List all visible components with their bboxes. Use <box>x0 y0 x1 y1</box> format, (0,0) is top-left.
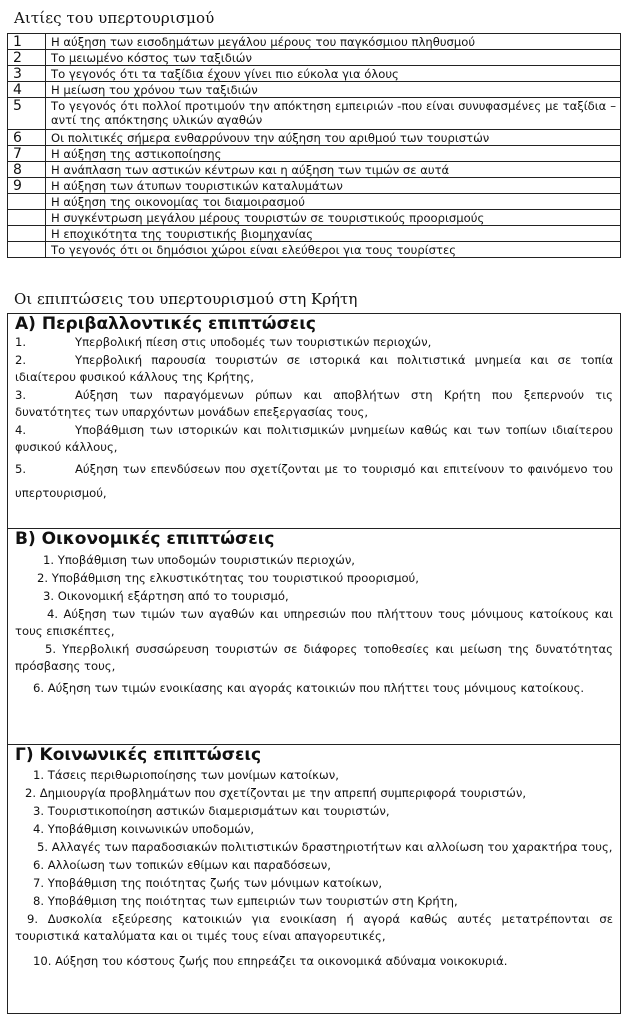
row-number: 9 <box>8 178 46 194</box>
economic-heading: Β) Οικονομικές επιπτώσεις <box>15 529 275 549</box>
row-number <box>8 226 46 242</box>
list-item: 5. Υπερβολική συσσώρευση τουριστών σε διάφορες τοποθεσίες και μείωση της δυνατότητας πρόσβασης τους, <box>15 642 613 673</box>
row-text: Η μείωση του χρόνου των ταξιδιών <box>46 82 621 98</box>
row-text: Η αύξηση των εισοδημάτων μεγάλου μέρους του παγκόσμιου πληθυσμού <box>46 34 621 50</box>
item-number: 3. <box>15 388 27 402</box>
item-number: 2. <box>15 353 27 367</box>
item-text: Αύξηση των παραγόμενων ρύπων και αποβλήτων στη Κρήτη που ξεπερνούν τις δυνατότητες των υπαρχόντων μονάδων επεξεργασίας τους, <box>15 388 613 419</box>
row-text: Η εποχικότητα της τουριστικής βιομηχανίας <box>46 226 621 242</box>
table-row <box>8 242 621 258</box>
row-number <box>8 210 46 226</box>
table-row <box>8 210 621 226</box>
row-text: Η συγκέντρωση μεγάλου μέρους τουριστών σε τουριστικούς προορισμούς <box>46 210 621 226</box>
item-text: Υπερβολική πίεση στις υποδομές των τουριστικών περιοχών, <box>75 335 432 349</box>
environmental-impacts-box <box>7 313 621 528</box>
table-row <box>8 82 621 98</box>
item-number: 4. <box>15 423 27 437</box>
item-number: 5. <box>15 462 27 476</box>
list-item: 8. Υποβάθμιση της ποιότητας των εμπειριών των τουριστών στη Κρήτη, <box>33 894 458 908</box>
row-text: Το γεγονός ότι οι δημόσιοι χώροι είναι ελεύθεροι για τους τουρίστες <box>46 242 621 258</box>
economic-list <box>8 549 620 700</box>
row-number: 6 <box>8 130 46 146</box>
row-number <box>8 242 46 258</box>
list-item: 10. Αύξηση του κόστους ζωής που επηρεάζει τα οικονομικά αδύναμα νοικοκυριά. <box>33 954 508 968</box>
table-row <box>8 66 621 82</box>
list-item: 1. Υποβάθμιση των υποδομών τουριστικών περιοχών, <box>43 553 355 567</box>
list-item <box>15 334 613 351</box>
social-list <box>8 765 620 970</box>
row-text: Η ανάπλαση των αστικών κέντρων και η αύξηση των τιμών σε αυτά <box>46 162 621 178</box>
table-row <box>8 130 621 146</box>
table-row <box>8 178 621 194</box>
social-heading: Γ) Κοινωνικές επιπτώσεις <box>15 745 262 765</box>
item-text: Αύξηση των επενδύσεων που σχετίζονται με το τουρισμό και επιτείνουν το φαινόμενο του υπερτουρισμού, <box>15 462 613 500</box>
list-item <box>15 457 613 505</box>
list-item: 5. Αλλαγές των παραδοσιακών πολιτιστικών δραστηριοτήτων και αλλοίωση του χαρακτήρα τους, <box>37 840 613 854</box>
item-text: Υποβάθμιση των ιστορικών και πολιτισμικών μνημείων καθώς και των τοπίων ιδιαίτερου φυσικού κάλλους, <box>15 423 613 454</box>
list-item: 4. Αύξηση των τιμών των αγαθών και υπηρεσιών που πλήττουν τους μόνιμους κατοίκους και τους επισκέπτες, <box>15 607 613 638</box>
row-number: 3 <box>8 66 46 82</box>
table-row <box>8 98 621 130</box>
row-number: 5 <box>8 98 46 130</box>
list-item: 7. Υποβάθμιση της ποιότητας ζωής των μόνιμων κατοίκων, <box>33 876 383 890</box>
list-item <box>15 387 613 421</box>
table-row <box>8 34 621 50</box>
row-number: 2 <box>8 50 46 66</box>
table-row <box>8 146 621 162</box>
item-number: 1. <box>15 335 27 349</box>
list-item <box>15 422 613 456</box>
list-item: 6. Αλλοίωση των τοπικών εθίμων και παραδόσεων, <box>33 858 331 872</box>
list-item: 2. Δημιουργία προβλημάτων που σχετίζονται με την απρεπή συμπεριφορά τουριστών, <box>25 786 527 800</box>
row-number: 8 <box>8 162 46 178</box>
row-text: Το μειωμένο κόστος των ταξιδιών <box>46 50 621 66</box>
table-row <box>8 226 621 242</box>
impacts-title: Οι επιπτώσεις του υπερτουρισμού στη Κρήτη <box>14 290 358 308</box>
list-item: 9. Δυσκολία εξεύρεσης κατοικιών για ενοικίαση ή αγορά καθώς αυτές μετατρέπονται σε τουριστικά καταλύματα και οι τιμές τους είναι απαγορευτικές, <box>15 912 613 943</box>
row-text: Η αύξηση της αστικοποίησης <box>46 146 621 162</box>
causes-table <box>7 33 621 258</box>
environmental-heading: Α) Περιβαλλοντικές επιπτώσεις <box>15 314 316 334</box>
row-text: Οι πολιτικές σήμερα ενθαρρύνουν την αύξηση του αριθμού των τουριστών <box>46 130 621 146</box>
list-item: 2. Υποβάθμιση της ελκυστικότητας του τουριστικού προορισμού, <box>37 571 419 585</box>
list-item: 3. Οικονομική εξάρτηση από το τουρισμό, <box>43 589 289 603</box>
list-item <box>15 352 613 386</box>
list-item: 6. Αύξηση των τιμών ενοικίασης και αγοράς κατοικιών που πλήττει τους μόνιμους κατοίκους. <box>33 681 585 695</box>
social-impacts-box <box>7 744 621 1014</box>
row-number: 7 <box>8 146 46 162</box>
list-item: 3. Τουριστικοποίηση αστικών διαμερισμάτων και τουριστών, <box>33 804 390 818</box>
row-number <box>8 194 46 210</box>
table-row <box>8 50 621 66</box>
table-row <box>8 194 621 210</box>
row-text: Η αύξηση των άτυπων τουριστικών καταλυμάτων <box>46 178 621 194</box>
row-number: 4 <box>8 82 46 98</box>
list-item: 1. Τάσεις περιθωριοποίησης των μονίμων κατοίκων, <box>33 768 339 782</box>
list-item: 4. Υποβάθμιση κοινωνικών υποδομών, <box>33 822 255 836</box>
causes-title: Αιτίες του υπερτουρισμού <box>14 9 215 27</box>
row-text: Το γεγονός ότι τα ταξίδια έχουν γίνει πιο εύκολα για όλους <box>46 66 621 82</box>
row-text: Η αύξηση της οικονομίας τοι διαμοιρασμού <box>46 194 621 210</box>
table-row <box>8 162 621 178</box>
row-number: 1 <box>8 34 46 50</box>
economic-impacts-box <box>7 528 621 744</box>
row-text: Το γεγονός ότι πολλοί προτιμούν την απόκτηση εμπειριών -που είναι συνυφασμένες με ταξίδια – αντί της απόκτησης υλικών αγαθών <box>46 98 621 130</box>
environmental-list <box>8 334 620 505</box>
item-text: Υπερβολική παρουσία τουριστών σε ιστορικά και πολιτιστικά μνημεία και σε τοπία ιδιαίτερου φυσικού κάλλους της Κρήτης, <box>15 353 613 384</box>
